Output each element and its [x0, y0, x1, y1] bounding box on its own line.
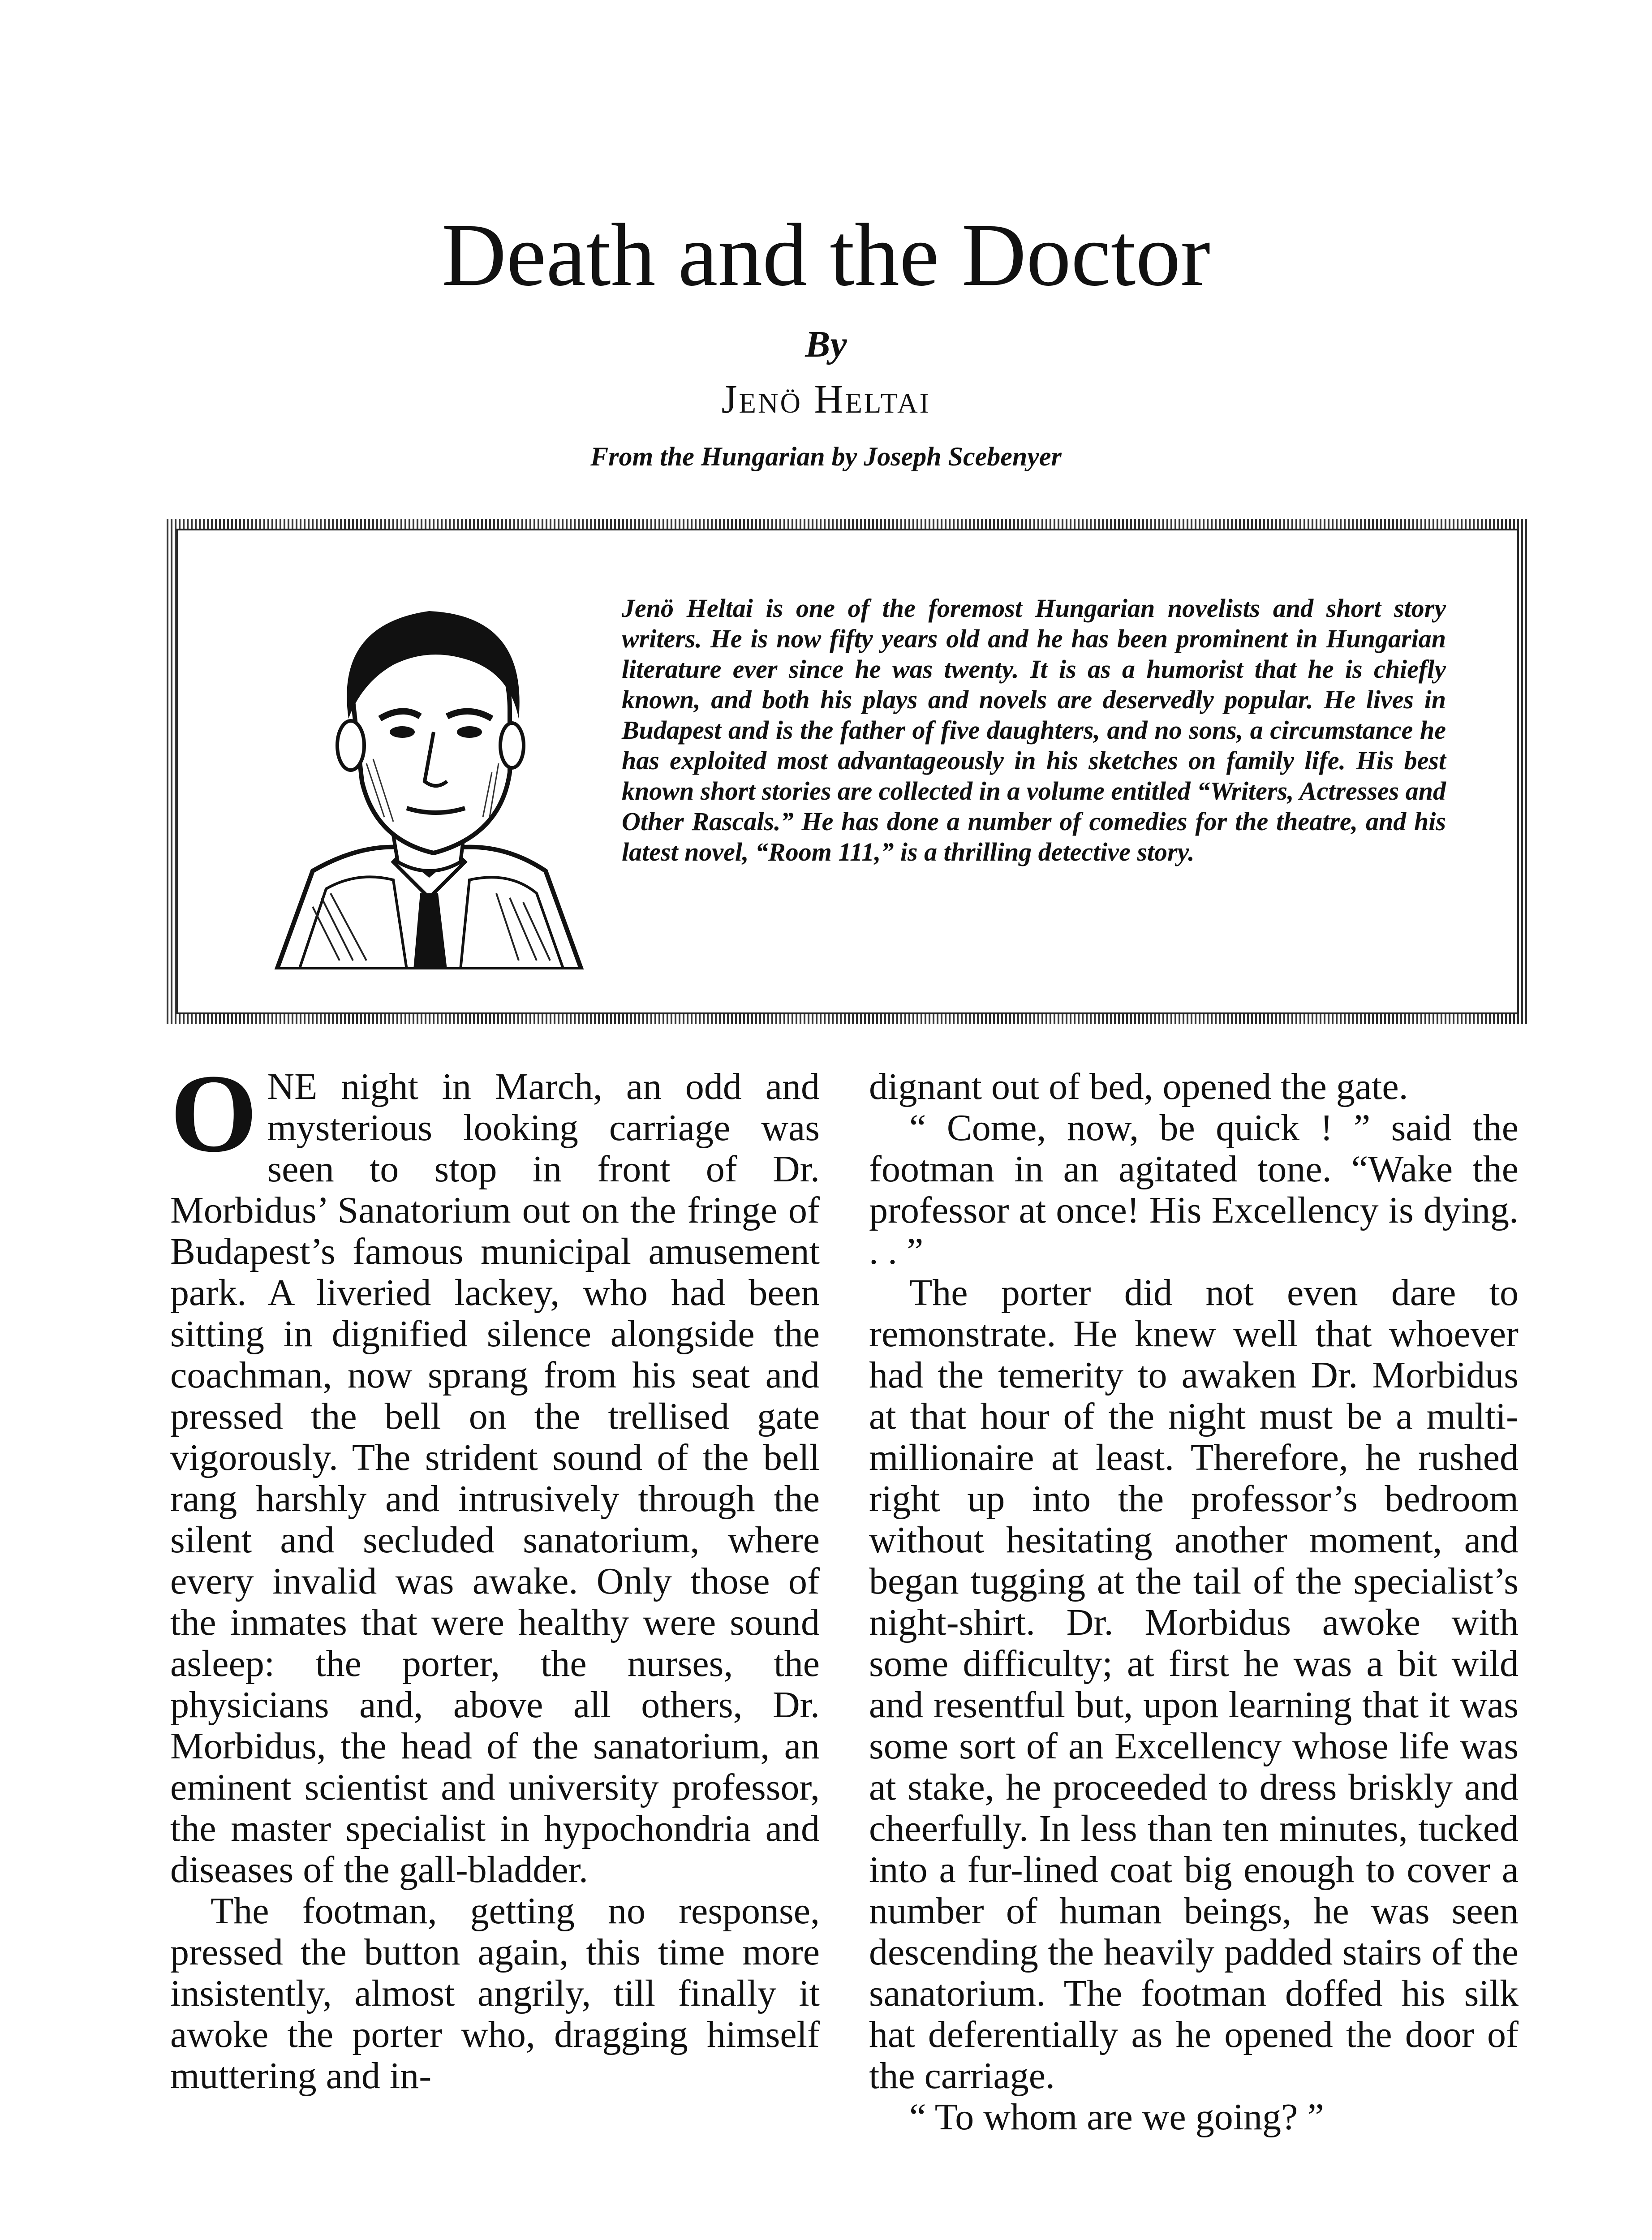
- author-bio-frame: [176, 529, 1519, 1014]
- author-name: Jenö Heltai: [721, 377, 931, 422]
- author-bio-box: [167, 519, 1528, 1024]
- paragraph: “ To whom are we going? ”: [909, 2096, 1324, 2138]
- opening-paragraph-text: NE night in March, an odd and mysterious looking carriage was seen to stop in front of Dr. Morbidus’ Sanatorium out on the fringe of Budapest’s famous municipal amusement park. A liveried lackey, who had been sitting in dignified silence alongside the coachman, now sprang from his seat and pressed the bell on the trellised gate vigorously. The strident sound of the bell rang harshly and intrusively through the silent and secluded sanatorium, where every invalid was awake. Only those of the inmates that were healthy were sound asleep: the porter, the nurses, the physicians and, above all others, Dr. Morbidus, the head of the sanatorium, an eminent scientist and university professor, the master specialist in hypochondria and diseases of the gall-bladder.: [170, 1066, 820, 1891]
- author-bio-text: Jenö Heltai is one of the foremost Hungarian novelists and short story writers. He is now fifty years old and he has been prominent in Hungarian literature ever since he was twenty. It is as a humorist that he is chiefly known, and both his plays and novels are deservedly popular. He lives in Budapest and is the father of five daughters, and no sons, a circumstance he has exploited most advantageously in his sketches on family life. His best known short stories are collected in a volume entitled “Writers, Actresses and Other Rascals.” He has done a number of comedies for the theatre, and his latest novel, “Room 111,” is a thrilling detective story.: [622, 594, 1446, 866]
- translator-credit: From the Hungarian by Joseph Scebenyer: [590, 442, 1062, 471]
- text-column-right: [869, 1066, 1519, 2138]
- article-title: Death and the Doctor: [441, 206, 1210, 305]
- paragraph: “ Come, now, be quick ! ” said the footman in an agitated tone. “Wake the professor at once! His Excellency is dying. . . ”: [869, 1107, 1519, 1272]
- paragraph: The footman, getting no response, pressed the button again, this time more insistently, almost angrily, till finally it awoke the porter who, dragging himself muttering and in-: [170, 1890, 820, 2097]
- author-portrait-illustration: [259, 584, 599, 969]
- drop-cap: O: [170, 1051, 258, 1176]
- paragraph: dignant out of bed, opened the gate.: [869, 1066, 1408, 1107]
- text-column-left: [170, 1051, 820, 2097]
- byline-label: By: [805, 323, 847, 365]
- paragraph: The porter did not even dare to remonstrate. He knew well that whoever had the temerity to awaken Dr. Morbidus at that hour of the night must be a multi-millionaire at least. Therefore, he rushed right up into the professor’s bedroom without hesitating another moment, and began tugging at the tail of the specialist’s night-shirt. Dr. Morbidus awoke with some difficulty; at first he was a bit wild and resentful but, upon learning that it was some sort of an Excellency whose life was at stake, he proceeded to dress briskly and cheerfully. In less than ten minutes, tucked into a fur-lined coat big enough to cover a number of human beings, he was seen descending the heavily padded stairs of the sanatorium. The footman doffed his silk hat deferentially as he opened the door of the carriage.: [869, 1272, 1519, 2097]
- opening-paragraph: [170, 1051, 820, 1891]
